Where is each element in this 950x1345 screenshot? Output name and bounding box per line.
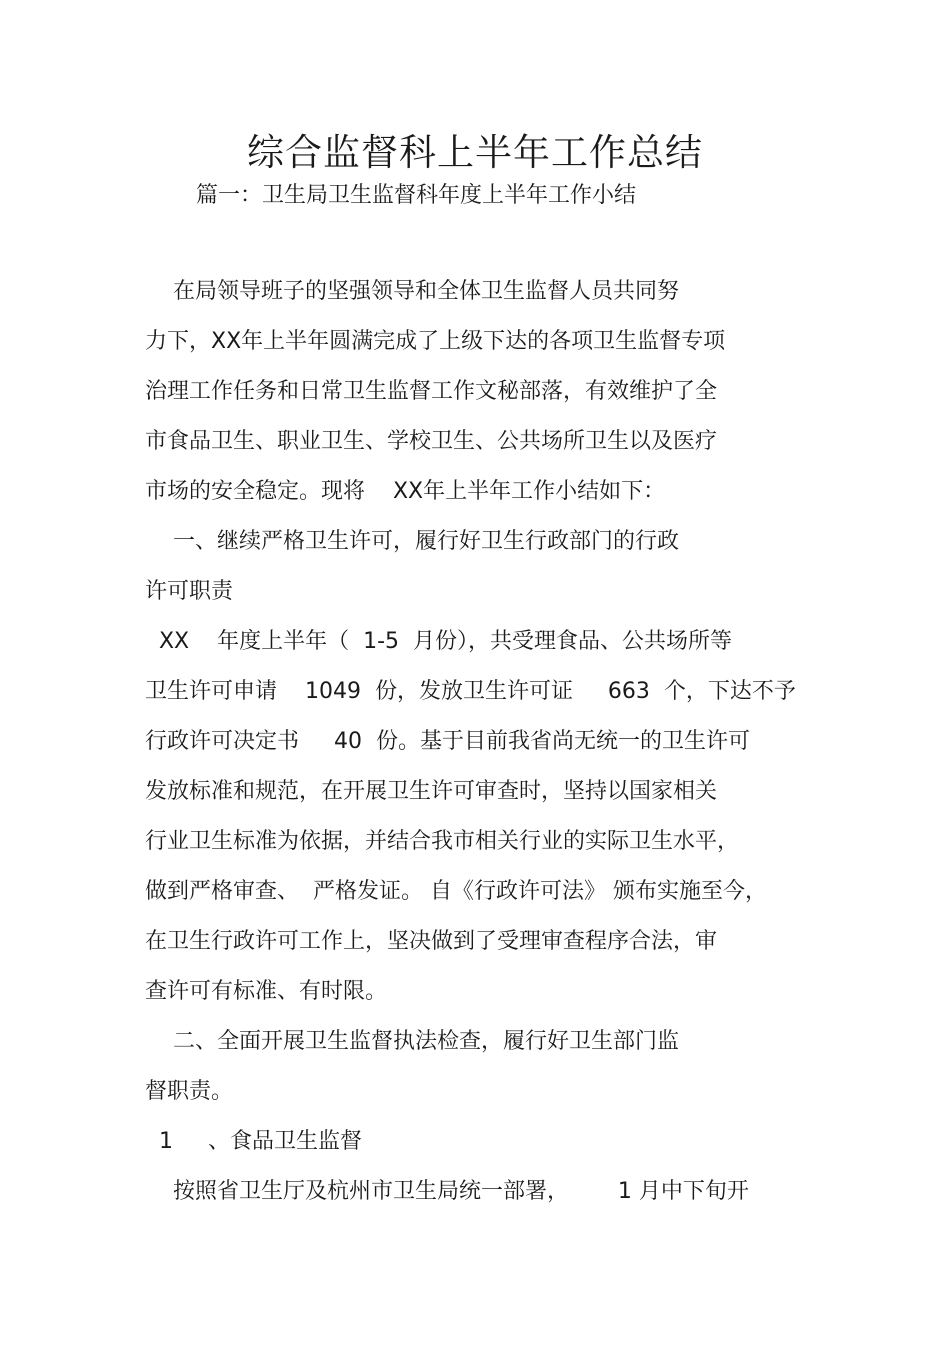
paragraph-line: 在局领导班子的坚强领导和全体卫生监督人员共同努	[145, 279, 679, 304]
paragraph-line: XX 年度上半年（ 1-5 月份），共受理食品、公共场所等	[145, 629, 733, 654]
section-heading-line: 二、全面开展卫生监督执法检查，履行好卫生部门监	[145, 1029, 679, 1054]
paragraph-line: 力下，XX年上半年圆满完成了上级下达的各项卫生监督专项	[145, 329, 726, 354]
paragraph-line: 做到严格审查、 严格发证。 自《行政许可法》 颁布实施至今，	[145, 879, 767, 904]
paragraph-line: 行政许可决定书 40 份。基于目前我省尚无统一的卫生许可	[145, 729, 750, 754]
paragraph-line: 发放标准和规范，在开展卫生许可审查时，坚持以国家相关	[145, 779, 718, 804]
paragraph-line: 查许可有标准、有时限。	[145, 979, 388, 1004]
paragraph-line: 按照省卫生厅及杭州市卫生局统一部署， 1 月中下旬开	[145, 1179, 749, 1204]
paragraph-line: 市场的安全稳定。现将 XX年上半年工作小结如下：	[145, 479, 666, 504]
paragraph-line: 市食品卫生、职业卫生、学校卫生、公共场所卫生以及医疗	[145, 429, 718, 454]
paragraph-line: 卫生许可申请 1049 份，发放卫生许可证 663 个，下达不予	[145, 679, 796, 704]
document-title: 综合监督科上半年工作总结	[247, 131, 703, 174]
section-heading-line: 督职责。	[145, 1079, 234, 1104]
paragraph-line: 行业卫生标准为依据，并结合我市相关行业的实际卫生水平，	[145, 829, 740, 854]
paragraph-line: 治理工作任务和日常卫生监督工作文秘部落，有效维护了全	[145, 379, 718, 404]
document-subtitle: 篇一：卫生局卫生监督科年度上半年工作小结	[196, 183, 637, 208]
section-heading-line: 一、继续严格卫生许可，履行好卫生行政部门的行政	[145, 529, 679, 554]
paragraph-line: 在卫生行政许可工作上，坚决做到了受理审查程序合法，审	[145, 929, 718, 954]
subsection-heading-line: 1 、食品卫生监督	[145, 1129, 362, 1154]
section-heading-line: 许可职责	[145, 579, 234, 604]
